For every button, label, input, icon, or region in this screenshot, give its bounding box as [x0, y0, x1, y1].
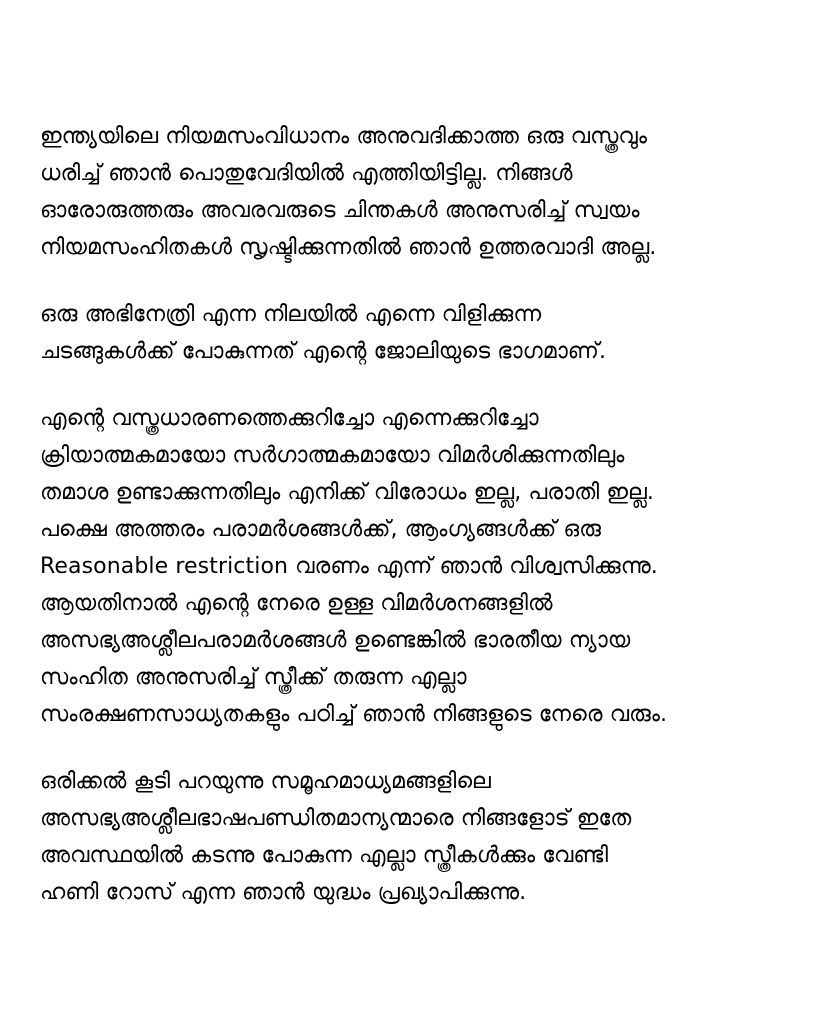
text-line: ആയതിനാൽ എന്റെ നേരെ ഉള്ള വിമർശനങ്ങളിൽ [40, 591, 553, 616]
paragraph-2 [40, 296, 779, 370]
text-line: ഒരിക്കൽ കൂടി പറയുന്നു സമൂഹമാധ്യമങ്ങളിലെ [40, 769, 491, 794]
text-line: ഹണി റോസ് എന്ന ഞാൻ യുദ്ധം പ്രഖ്യാപിക്കുന്നു. [40, 880, 527, 905]
text-line: ഇന്ത്യയിലെ നിയമസംവിധാനം അനുവദിക്കാത്ത ഒരു വസ്ത്രവും [40, 124, 648, 149]
text-line: പക്ഷെ അത്തരം പരാമർശങ്ങൾക്ക്, ആംഗ്യങ്ങൾക്ക് ഒരു [40, 517, 601, 542]
text-line: ചടങ്ങുകൾക്ക് പോകുന്നത് എന്റെ ജോലിയുടെ ഭാഗമാണ്. [40, 339, 607, 364]
text-line: അസഭ്യഅശ്ലീലപരാമർശങ്ങൾ ഉണ്ടെങ്കിൽ ഭാരതീയ ന്യായ [40, 628, 631, 653]
text-line: സംഹിത അനുസരിച്ച് സ്ത്രീക്ക് തരുന്ന എല്ലാ [40, 665, 467, 690]
text-line: അവസ്ഥയിൽ കടന്നു പോകുന്ന എല്ലാ സ്ത്രീകൾക്കും വേണ്ടി [40, 843, 609, 868]
text-line: തമാശ ഉണ്ടാക്കുന്നതിലും എനിക്ക് വിരോധം ഇല്ല, പരാതി ഇല്ല. [40, 480, 655, 505]
text-line: ഒരു അഭിനേത്രി എന്ന നിലയിൽ എന്നെ വിളിക്കുന്ന [40, 302, 542, 327]
text-line: Reasonable restriction വരണം എന്ന് ഞാൻ വിശ്വസിക്കുന്നു. [40, 554, 658, 579]
text-line: സംരക്ഷണസാധ്യതകളും പഠിച്ച് ഞാൻ നിങ്ങളുടെ നേരെ വരും. [40, 702, 668, 727]
text-line: ധരിച്ച് ഞാൻ പൊതുവേദിയിൽ എത്തിയിട്ടില്ല. നിങ്ങൾ [40, 161, 573, 186]
paragraph-3 [40, 400, 779, 733]
paragraph-4 [40, 763, 779, 911]
text-line: അസഭ്യഅശ്ലീലഭാഷപണ്ഡിതമാന്യന്മാരെ നിങ്ങളോട് ഇതേ [40, 806, 632, 831]
text-line: നിയമസംഹിതകൾ സൃഷ്ടിക്കുന്നതിൽ ഞാൻ ഉത്തരവാദി അല്ല. [40, 235, 657, 260]
text-line: എന്റെ വസ്ത്രധാരണത്തെക്കുറിച്ചോ എന്നെക്കുറിച്ചോ [40, 406, 539, 431]
text-line: ഓരോരുത്തരും അവരവരുടെ ചിന്തകൾ അനുസരിച്ച് സ്വയം [40, 198, 640, 223]
paragraph-1 [40, 118, 779, 266]
text-line: ക്രിയാത്മകമായോ സർഗാത്മകമായോ വിമർശിക്കുന്നതിലും [40, 443, 625, 468]
